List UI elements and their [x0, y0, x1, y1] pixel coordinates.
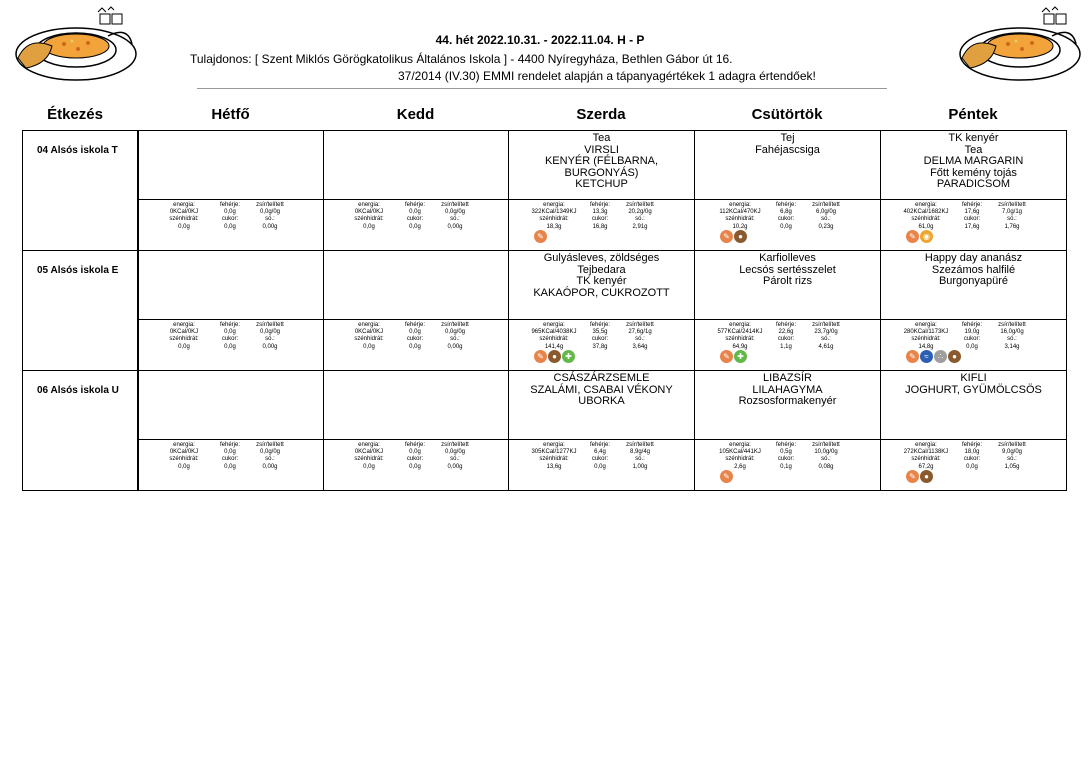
carb-value: 0,0g	[363, 344, 375, 350]
soup-logo-right	[956, 6, 1084, 90]
week-title: 44. hét 2022.10.31. - 2022.11.04. H - P	[435, 33, 645, 47]
fat-value: 20,2g/0g	[628, 209, 652, 215]
nutrition-cell	[508, 319, 695, 371]
menu-cell	[323, 250, 509, 320]
menu-cell	[323, 370, 509, 440]
nutrition-label: cukor:	[221, 456, 239, 462]
menu-item: Lecsós sertésszelet	[739, 263, 836, 276]
nutrition-label: zsír/telített	[256, 442, 284, 448]
energy-value: 577KCal/2414KJ	[717, 329, 763, 335]
sugar-value: 1,1g	[780, 344, 792, 350]
nutrition-label: zsír/telített	[998, 322, 1026, 328]
nutrition-label: fehérje:	[589, 322, 610, 328]
sugar-value: 0,0g	[224, 344, 236, 350]
energy-value: 105KCal/441KJ	[719, 449, 761, 455]
soy-allergen-icon: ∴	[934, 350, 947, 363]
gluten-allergen-icon: ✎	[720, 350, 733, 363]
menu-cell	[508, 370, 695, 440]
nutrition-label: cukor:	[221, 336, 239, 342]
column-header-tuesday: Kedd	[396, 106, 435, 123]
nutrition-cell	[323, 319, 509, 371]
protein-value: 35,5g	[592, 329, 608, 335]
nutrition-cell	[138, 199, 324, 251]
celery-allergen-icon: ✚	[562, 350, 575, 363]
milk-allergen-icon: ●	[948, 350, 961, 363]
protein-value: 17,6g	[964, 209, 980, 215]
menu-item: Főtt kemény tojás	[930, 166, 1017, 179]
column-header-meal: Étkezés	[47, 106, 103, 123]
menu-cell	[508, 250, 695, 320]
nutrition-label: fehérje:	[589, 442, 610, 448]
nutrition-label: só.:	[450, 456, 460, 462]
menu-cell	[508, 130, 695, 200]
salt-value: 0,00g	[447, 464, 463, 470]
energy-value: 0KCal/0KJ	[354, 329, 384, 335]
fat-value: 23,7g/0g	[814, 329, 838, 335]
sugar-value: 17,6g	[964, 224, 980, 230]
gluten-allergen-icon: ✎	[906, 470, 919, 483]
nutrition-label: energia:	[915, 202, 937, 208]
nutrition-label: fehérje:	[961, 322, 982, 328]
menu-grid	[22, 130, 1066, 491]
nutrition-label: fehérje:	[219, 322, 240, 328]
carb-value: 64,9g	[732, 344, 748, 350]
nutrition-label: só.:	[821, 456, 831, 462]
nutrition-label: só.:	[265, 336, 275, 342]
nutrition-cell	[694, 439, 881, 491]
nutrition-label: só.:	[821, 336, 831, 342]
menu-item: Burgonyapüré	[938, 275, 1009, 287]
nutrition-label: só.:	[821, 216, 831, 222]
protein-value: 22,6g	[778, 329, 794, 335]
nutrition-label: fehérje:	[219, 442, 240, 448]
nutrition-label: só.:	[450, 336, 460, 342]
menu-item: SZALÁMI, CSABAI VÉKONY	[530, 383, 673, 396]
carb-value: 10,2g	[732, 224, 748, 230]
nutrition-label: zsír/telített	[998, 442, 1026, 448]
protein-value: 0,5g	[780, 449, 792, 455]
carb-value: 141,4g	[544, 344, 564, 350]
nutrition-cell	[880, 319, 1067, 371]
menu-item: DELMA MARGARIN	[923, 155, 1024, 167]
energy-value: 112KCal/470KJ	[719, 209, 761, 215]
nutrition-label: só.:	[635, 456, 645, 462]
menu-cell	[694, 250, 881, 320]
nutrition-label: energia:	[915, 322, 937, 328]
carb-value: 0,0g	[178, 224, 190, 230]
fat-value: 9,0g/0g	[1001, 449, 1023, 455]
sugar-value: 0,0g	[224, 224, 236, 230]
milk-allergen-icon: ●	[548, 350, 561, 363]
salt-value: 3,64g	[632, 344, 648, 350]
nutrition-label: energia:	[915, 442, 937, 448]
nutrition-label: energia:	[358, 202, 380, 208]
carb-value: 13,6g	[546, 464, 562, 470]
nutrition-label: cukor:	[777, 216, 795, 222]
nutrition-label: szénhidrát:	[725, 456, 755, 462]
salt-value: 1,05g	[1004, 464, 1020, 470]
nutrition-label: energia:	[543, 322, 565, 328]
nutrition-label: só.:	[635, 216, 645, 222]
menu-item: CSÁSZÁRZSEMLE	[553, 372, 650, 384]
carb-value: 67,2g	[918, 464, 934, 470]
nutrition-label: energia:	[358, 322, 380, 328]
nutrition-label: szénhidrát:	[539, 216, 569, 222]
salt-value: 2,91g	[632, 224, 648, 230]
salt-value: 0,08g	[818, 464, 834, 470]
salt-value: 1,00g	[632, 464, 648, 470]
fat-value: 0,0g/0g	[259, 449, 281, 455]
nutrition-label: cukor:	[591, 456, 609, 462]
nutrition-label: szénhidrát:	[725, 336, 755, 342]
nutrition-label: fehérje:	[404, 202, 425, 208]
nutrition-label: energia:	[358, 442, 380, 448]
nutrition-label: szénhidrát:	[169, 336, 199, 342]
nutrition-label: zsír/telített	[812, 322, 840, 328]
nutrition-label: só.:	[1007, 456, 1017, 462]
nutrition-cell	[694, 319, 881, 371]
nutrition-label: szénhidrát:	[169, 216, 199, 222]
menu-item: VIRSLI	[584, 143, 619, 156]
carb-value: 0,0g	[178, 344, 190, 350]
protein-value: 6,8g	[780, 209, 792, 215]
nutrition-cell	[323, 199, 509, 251]
fat-value: 10,0g/0g	[814, 449, 838, 455]
nutrition-label: fehérje:	[589, 202, 610, 208]
nutrition-cell	[323, 439, 509, 491]
protein-value: 18,0g	[964, 449, 980, 455]
menu-item: TK kenyér	[576, 275, 627, 287]
nutrition-label: energia:	[173, 442, 195, 448]
nutrition-label: cukor:	[221, 216, 239, 222]
carb-value: 14,8g	[918, 344, 934, 350]
carb-value: 18,3g	[546, 224, 562, 230]
menu-cell	[138, 130, 324, 200]
menu-item: Tejbedara	[577, 263, 626, 276]
sugar-value: 37,8g	[592, 344, 608, 350]
sugar-value: 0,0g	[780, 224, 792, 230]
salt-value: 1,76g	[1004, 224, 1020, 230]
nutrition-label: szénhidrát:	[539, 456, 569, 462]
nutrition-label: só.:	[1007, 216, 1017, 222]
meal-group-label: 05 Alsós iskola E	[22, 250, 138, 371]
fat-value: 0,0g/0g	[444, 329, 466, 335]
carb-value: 2,6g	[734, 464, 746, 470]
fat-value: 16,0g/0g	[1000, 329, 1024, 335]
menu-item: KIFLI	[960, 372, 987, 384]
salt-value: 3,14g	[1004, 344, 1020, 350]
nutrition-label: zsír/telített	[812, 442, 840, 448]
nutrition-label: szénhidrát:	[354, 456, 384, 462]
nutrition-label: cukor:	[591, 336, 609, 342]
nutrition-cell	[508, 439, 695, 491]
energy-value: 322KCal/1349KJ	[531, 209, 577, 215]
meal-group-label: 06 Alsós iskola U	[22, 370, 138, 491]
nutrition-cell	[508, 199, 695, 251]
nutrition-label: szénhidrát:	[911, 216, 941, 222]
nutrition-label: fehérje:	[775, 202, 796, 208]
nutrition-label: szénhidrát:	[911, 456, 941, 462]
menu-item: JOGHURT, GYÜMÖLCSÖS	[905, 383, 1042, 396]
celery-allergen-icon: ✚	[734, 350, 747, 363]
energy-value: 0KCal/0KJ	[354, 209, 384, 215]
energy-value: 402KCal/1682KJ	[903, 209, 949, 215]
protein-value: 0,0g	[409, 209, 421, 215]
nutrition-label: szénhidrát:	[354, 336, 384, 342]
sugar-value: 16,8g	[592, 224, 608, 230]
nutrition-cell	[880, 439, 1067, 491]
fat-value: 0,0g/0g	[259, 209, 281, 215]
menu-cell	[138, 370, 324, 440]
menu-item: Szezámos halfilé	[931, 263, 1016, 276]
nutrition-label: fehérje:	[219, 202, 240, 208]
column-header-monday: Hétfő	[211, 106, 250, 123]
nutrition-label: zsír/telített	[998, 202, 1026, 208]
carb-value: 0,0g	[363, 464, 375, 470]
protein-value: 6,4g	[594, 449, 606, 455]
menu-item: Tea	[592, 132, 611, 144]
egg-allergen-icon: ◉	[920, 230, 933, 243]
energy-value: 305KCal/1277KJ	[531, 449, 577, 455]
nutrition-label: zsír/telített	[441, 202, 469, 208]
nutrition-label: fehérje:	[404, 322, 425, 328]
column-header-thursday: Csütörtök	[751, 106, 823, 123]
menu-cell	[880, 130, 1067, 200]
nutrition-label: szénhidrát:	[911, 336, 941, 342]
nutrition-label: szénhidrát:	[725, 216, 755, 222]
energy-value: 0KCal/0KJ	[169, 329, 199, 335]
nutrition-cell	[138, 319, 324, 371]
nutrition-label: zsír/telített	[256, 202, 284, 208]
fat-value: 0,0g/0g	[444, 449, 466, 455]
nutrition-label: zsír/telített	[441, 442, 469, 448]
sugar-value: 0,0g	[409, 464, 421, 470]
carb-value: 0,0g	[363, 224, 375, 230]
carb-value: 61,0g	[918, 224, 934, 230]
nutrition-cell	[138, 439, 324, 491]
nutrition-label: cukor:	[591, 216, 609, 222]
nutrition-label: só.:	[265, 216, 275, 222]
menu-item: Fahéjascsiga	[755, 143, 820, 156]
nutrition-label: zsír/telített	[441, 322, 469, 328]
nutrition-label: szénhidrát:	[354, 216, 384, 222]
nutrition-label: zsír/telített	[812, 202, 840, 208]
salt-value: 0,00g	[447, 344, 463, 350]
menu-item: Karfiolleves	[759, 252, 816, 264]
energy-value: 280KCal/1173KJ	[903, 329, 949, 335]
nutrition-label: fehérje:	[961, 442, 982, 448]
energy-value: 0KCal/0KJ	[169, 209, 199, 215]
fat-value: 8,9g/4g	[629, 449, 651, 455]
menu-cell	[880, 250, 1067, 320]
menu-item: Párolt rizs	[763, 275, 812, 287]
menu-cell	[880, 370, 1067, 440]
nutrition-label: energia:	[173, 202, 195, 208]
protein-value: 0,0g	[224, 209, 236, 215]
protein-value: 0,0g	[409, 329, 421, 335]
menu-item: LIBAZSÍR	[763, 372, 812, 384]
menu-item: TK kenyér	[948, 132, 999, 144]
nutrition-label: só.:	[450, 216, 460, 222]
salt-value: 4,61g	[818, 344, 834, 350]
menu-cell	[694, 370, 881, 440]
header-divider	[197, 88, 887, 89]
nutrition-label: energia:	[729, 322, 751, 328]
nutrition-label: fehérje:	[404, 442, 425, 448]
sugar-value: 0,0g	[409, 224, 421, 230]
carb-value: 0,0g	[178, 464, 190, 470]
nutrition-label: fehérje:	[775, 442, 796, 448]
milk-allergen-icon: ●	[734, 230, 747, 243]
nutrition-label: zsír/telített	[626, 442, 654, 448]
menu-item: Happy day ananász	[924, 252, 1023, 264]
menu-item: BURGONYÁS)	[564, 166, 639, 179]
gluten-allergen-icon: ✎	[720, 470, 733, 483]
sugar-value: 0,0g	[966, 344, 978, 350]
nutrition-label: só.:	[635, 336, 645, 342]
nutrition-label: energia:	[729, 442, 751, 448]
nutrition-label: zsír/telített	[626, 322, 654, 328]
menu-item: Gulyásleves, zöldséges	[543, 252, 660, 264]
menu-item: LILAHAGYMA	[752, 383, 823, 396]
protein-value: 0,0g	[409, 449, 421, 455]
fat-value: 6,0g/0g	[815, 209, 837, 215]
nutrition-label: zsír/telített	[256, 322, 284, 328]
nutrition-label: cukor:	[406, 216, 424, 222]
protein-value: 13,3g	[592, 209, 608, 215]
fat-value: 0,0g/0g	[444, 209, 466, 215]
nutrition-label: energia:	[729, 202, 751, 208]
protein-value: 0,0g	[224, 449, 236, 455]
nutrition-label: zsír/telített	[626, 202, 654, 208]
nutrition-label: cukor:	[963, 336, 981, 342]
fat-value: 7,0g/1g	[1001, 209, 1023, 215]
protein-value: 19,0g	[964, 329, 980, 335]
column-header-friday: Péntek	[948, 106, 998, 123]
gluten-allergen-icon: ✎	[906, 350, 919, 363]
regulation-note: 37/2014 (IV.30) EMMI rendelet alapján a tápanyagértékek 1 adagra értendőek!	[398, 69, 816, 83]
menu-item: Tej	[780, 132, 795, 144]
nutrition-label: cukor:	[963, 216, 981, 222]
menu-cell	[138, 250, 324, 320]
protein-value: 0,0g	[224, 329, 236, 335]
menu-item: Rozsosformakenyér	[738, 395, 837, 407]
gluten-allergen-icon: ✎	[720, 230, 733, 243]
nutrition-label: cukor:	[963, 456, 981, 462]
milk-allergen-icon: ●	[920, 470, 933, 483]
sugar-value: 0,0g	[409, 344, 421, 350]
fat-value: 27,6g/1g	[628, 329, 652, 335]
column-header-wednesday: Szerda	[576, 106, 626, 123]
sugar-value: 0,0g	[594, 464, 606, 470]
energy-value: 272KCal/1138KJ	[903, 449, 949, 455]
sugar-value: 0,1g	[780, 464, 792, 470]
nutrition-label: energia:	[543, 442, 565, 448]
nutrition-cell	[694, 199, 881, 251]
fish-allergen-icon: ≈	[920, 350, 933, 363]
nutrition-cell	[880, 199, 1067, 251]
nutrition-label: energia:	[543, 202, 565, 208]
menu-cell	[323, 130, 509, 200]
menu-item: KETCHUP	[575, 178, 628, 190]
meal-group-label: 04 Alsós iskola T	[22, 130, 138, 251]
nutrition-label: fehérje:	[775, 322, 796, 328]
menu-item: KENYÉR (FÉLBARNA,	[544, 155, 659, 167]
nutrition-label: só.:	[265, 456, 275, 462]
nutrition-label: só.:	[1007, 336, 1017, 342]
sugar-value: 0,0g	[966, 464, 978, 470]
salt-value: 0,23g	[818, 224, 834, 230]
nutrition-label: fehérje:	[961, 202, 982, 208]
soup-logo-left	[12, 6, 140, 90]
menu-item: Tea	[964, 143, 983, 156]
fat-value: 0,0g/0g	[259, 329, 281, 335]
nutrition-label: energia:	[173, 322, 195, 328]
salt-value: 0,00g	[447, 224, 463, 230]
menu-item: KAKAÓPOR, CUKROZOTT	[533, 286, 670, 299]
nutrition-label: szénhidrát:	[539, 336, 569, 342]
salt-value: 0,00g	[262, 224, 278, 230]
nutrition-label: cukor:	[777, 336, 795, 342]
energy-value: 0KCal/0KJ	[354, 449, 384, 455]
energy-value: 0KCal/0KJ	[169, 449, 199, 455]
energy-value: 965KCal/4038KJ	[531, 329, 577, 335]
nutrition-label: szénhidrát:	[169, 456, 199, 462]
menu-item: UBORKA	[578, 395, 625, 407]
nutrition-label: cukor:	[406, 456, 424, 462]
sugar-value: 0,0g	[224, 464, 236, 470]
nutrition-label: cukor:	[777, 456, 795, 462]
menu-item: PARADICSOM	[936, 178, 1011, 190]
gluten-allergen-icon: ✎	[534, 350, 547, 363]
gluten-allergen-icon: ✎	[906, 230, 919, 243]
salt-value: 0,00g	[262, 464, 278, 470]
menu-cell	[694, 130, 881, 200]
nutrition-label: cukor:	[406, 336, 424, 342]
gluten-allergen-icon: ✎	[534, 230, 547, 243]
salt-value: 0,00g	[262, 344, 278, 350]
owner-line: Tulajdonos: [ Szent Miklós Görögkatolikus Általános Iskola ] - 4400 Nyíregyháza, Bethlen Gábor út 16.	[190, 52, 733, 66]
